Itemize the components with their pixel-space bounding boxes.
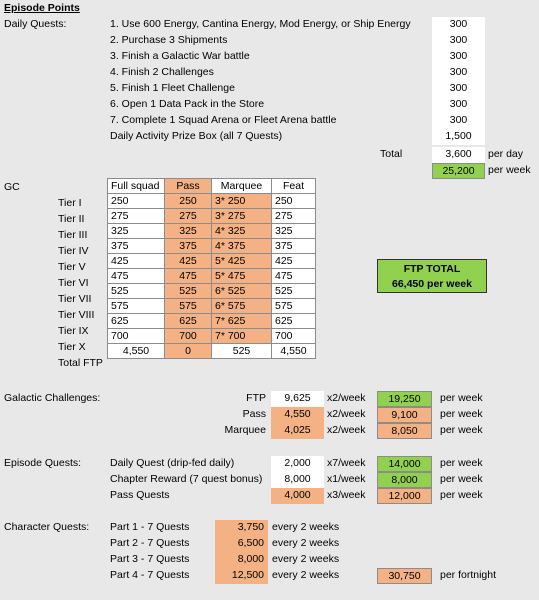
episode-quest-unit: per week: [440, 473, 483, 485]
table-cell: 275: [165, 209, 212, 224]
table-cell: 7* 700: [212, 329, 272, 344]
column-header: Feat: [272, 179, 316, 194]
per-day-label: per day: [488, 148, 524, 160]
table-cell: 5* 425: [212, 254, 272, 269]
challenge-unit: per week: [440, 408, 483, 420]
character-quest-value: 6,500: [215, 536, 268, 552]
daily-quest-item: Daily Activity Prize Box (all 7 Quests): [110, 130, 283, 142]
table-cell: 325: [108, 224, 165, 239]
table-cell: 250: [108, 194, 165, 209]
gc-total-label: Total FTP: [58, 357, 103, 369]
daily-quest-value: 300: [432, 33, 485, 49]
character-quest-frequency: every 2 weeks: [272, 537, 340, 549]
episode-quest-unit: per week: [440, 457, 483, 469]
character-quest-name: Part 4 - 7 Quests: [110, 569, 190, 581]
episode-quest-value: 8,000: [271, 472, 324, 488]
ftp-total-value: 66,450 per week: [392, 278, 472, 290]
daily-total-value: 3,600: [432, 147, 485, 163]
table-cell: 250: [272, 194, 316, 209]
table-cell: 575: [165, 299, 212, 314]
episode-quest-value: 2,000: [271, 456, 324, 472]
challenge-multiplier: x2/week: [327, 408, 366, 420]
table-cell: 275: [108, 209, 165, 224]
gc-tier-label: Tier VI: [58, 277, 89, 289]
table-row: [108, 209, 316, 224]
episode-quest-multiplier: x1/week: [327, 473, 366, 485]
challenge-multiplier: x2/week: [327, 392, 366, 404]
character-quest-name: Part 3 - 7 Quests: [110, 553, 190, 565]
gc-tier-label: Tier IV: [58, 245, 89, 257]
challenge-value: 4,025: [271, 423, 324, 439]
column-header: Full squad: [108, 179, 165, 194]
character-quest-frequency: every 2 weeks: [272, 553, 340, 565]
gc-table: [107, 178, 316, 359]
table-cell: 6* 575: [212, 299, 272, 314]
challenge-value: 4,550: [271, 407, 324, 423]
challenge-unit: per week: [440, 424, 483, 436]
table-cell: 4* 325: [212, 224, 272, 239]
challenge-weekly: 8,050: [377, 423, 432, 439]
character-quest-name: Part 1 - 7 Quests: [110, 521, 190, 533]
table-cell: 3* 275: [212, 209, 272, 224]
character-quest-value: 12,500: [215, 568, 268, 584]
table-cell: 375: [272, 239, 316, 254]
challenge-name: Marquee: [224, 424, 266, 436]
table-cell: 375: [108, 239, 165, 254]
table-row: [108, 299, 316, 314]
gc-tier-label: Tier VIII: [58, 309, 95, 321]
challenge-name: FTP: [246, 392, 266, 404]
episode-quest-multiplier: x3/week: [327, 489, 366, 501]
table-cell: 575: [108, 299, 165, 314]
episode-quest-weekly: 12,000: [377, 488, 432, 504]
table-cell: 700: [272, 329, 316, 344]
episode-quest-multiplier: x7/week: [327, 457, 366, 469]
challenge-value: 9,625: [271, 391, 324, 407]
daily-weekly-value: 25,200: [432, 163, 485, 179]
table-cell: 425: [108, 254, 165, 269]
daily-quest-value: 300: [432, 97, 485, 113]
daily-quest-item: 3. Finish a Galactic War battle: [110, 50, 250, 62]
gc-tier-label: Tier VII: [58, 293, 92, 305]
daily-quest-item: 7. Complete 1 Squad Arena or Fleet Arena battle: [110, 114, 337, 126]
character-quest-frequency: every 2 weeks: [272, 569, 340, 581]
gc-label: GC: [4, 181, 20, 193]
table-cell: 625: [272, 314, 316, 329]
table-cell: 325: [165, 224, 212, 239]
table-cell: 4,550: [108, 344, 165, 359]
table-cell: 475: [272, 269, 316, 284]
ftp-total-label: FTP TOTAL: [403, 263, 461, 275]
gc-tier-label: Tier X: [58, 341, 86, 353]
table-cell: 6* 525: [212, 284, 272, 299]
table-cell: 3* 250: [212, 194, 272, 209]
table-row: [108, 284, 316, 299]
challenge-weekly: 9,100: [377, 407, 432, 423]
table-cell: 700: [108, 329, 165, 344]
column-header: Pass: [165, 179, 212, 194]
daily-quest-value: 1,500: [432, 129, 485, 145]
table-cell: 575: [272, 299, 316, 314]
table-row: [108, 269, 316, 284]
daily-total-label: Total: [380, 148, 403, 160]
table-row: [108, 224, 316, 239]
daily-quest-item: 4. Finish 2 Challenges: [110, 66, 214, 78]
gc-tier-label: Tier I: [58, 197, 82, 209]
daily-quests-label: Daily Quests:: [4, 18, 67, 30]
gc-tier-label: Tier II: [58, 213, 85, 225]
per-week-label: per week: [488, 164, 531, 176]
table-cell: 700: [165, 329, 212, 344]
daily-quest-item: 6. Open 1 Data Pack in the Store: [110, 98, 265, 110]
daily-quest-item: 1. Use 600 Energy, Cantina Energy, Mod Energy, or Ship Energy: [110, 18, 411, 30]
table-cell: 7* 625: [212, 314, 272, 329]
daily-quest-item: 2. Purchase 3 Shipments: [110, 34, 228, 46]
table-row: [108, 239, 316, 254]
episode-quest-name: Daily Quest (drip-fed daily): [110, 457, 235, 469]
character-quest-value: 8,000: [215, 552, 268, 568]
episode-quests-label: Episode Quests:: [4, 457, 82, 469]
character-quest-name: Part 2 - 7 Quests: [110, 537, 190, 549]
table-cell: 525: [272, 284, 316, 299]
table-row: [108, 314, 316, 329]
table-cell: 525: [212, 344, 272, 359]
table-cell: 475: [165, 269, 212, 284]
table-cell: 275: [272, 209, 316, 224]
daily-quest-item: 5. Finish 1 Fleet Challenge: [110, 82, 235, 94]
table-cell: 625: [165, 314, 212, 329]
per-fortnight-label: per fortnight: [440, 569, 497, 581]
daily-quest-value: 300: [432, 17, 485, 33]
table-cell: 475: [108, 269, 165, 284]
galactic-challenges-label: Galactic Challenges:: [4, 392, 101, 404]
table-cell: 525: [108, 284, 165, 299]
character-quest-value: 3,750: [215, 520, 268, 536]
daily-quest-value: 300: [432, 113, 485, 129]
episode-quest-weekly: 8,000: [377, 472, 432, 488]
daily-quest-value: 300: [432, 65, 485, 81]
table-cell: 0: [165, 344, 212, 359]
challenge-unit: per week: [440, 392, 483, 404]
gc-tier-label: Tier III: [58, 229, 88, 241]
table-cell: 5* 475: [212, 269, 272, 284]
challenge-multiplier: x2/week: [327, 424, 366, 436]
table-cell: 325: [272, 224, 316, 239]
daily-quest-value: 300: [432, 81, 485, 97]
page-title: Episode Points: [4, 2, 80, 14]
table-cell: 425: [272, 254, 316, 269]
table-row: [108, 194, 316, 209]
table-cell: 250: [165, 194, 212, 209]
challenge-weekly: 19,250: [377, 391, 432, 407]
table-header-row: [108, 179, 316, 194]
episode-quest-value: 4,000: [271, 488, 324, 504]
gc-tier-label: Tier V: [58, 261, 86, 273]
table-row: [108, 329, 316, 344]
table-total-row: [108, 344, 316, 359]
fortnight-total: 30,750: [377, 568, 432, 584]
episode-quest-name: Chapter Reward (7 quest bonus): [110, 473, 263, 485]
character-quests-label: Character Quests:: [4, 521, 90, 533]
ftp-total-box: [377, 259, 487, 293]
table-cell: 525: [165, 284, 212, 299]
table-row: [108, 254, 316, 269]
column-header: Marquee: [212, 179, 272, 194]
table-cell: 375: [165, 239, 212, 254]
table-cell: 4* 375: [212, 239, 272, 254]
table-cell: 625: [108, 314, 165, 329]
table-cell: 425: [165, 254, 212, 269]
episode-quest-weekly: 14,000: [377, 456, 432, 472]
daily-quest-value: 300: [432, 49, 485, 65]
episode-quest-unit: per week: [440, 489, 483, 501]
table-cell: 4,550: [272, 344, 316, 359]
challenge-name: Pass: [242, 408, 266, 420]
episode-quest-name: Pass Quests: [110, 489, 170, 501]
character-quest-frequency: every 2 weeks: [272, 521, 340, 533]
gc-tier-label: Tier IX: [58, 325, 89, 337]
